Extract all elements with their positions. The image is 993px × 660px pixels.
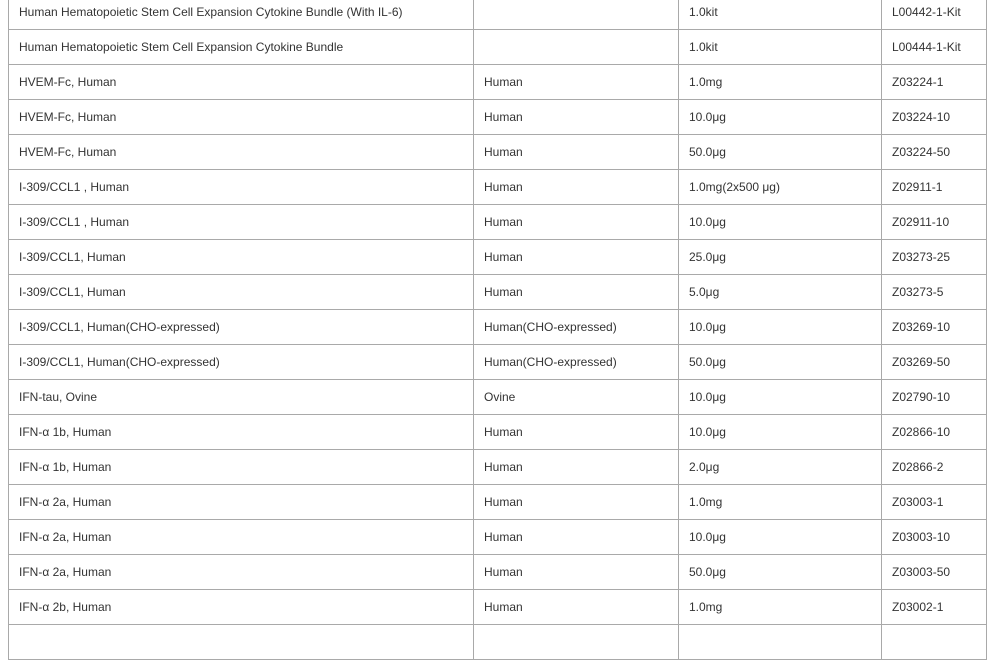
size-cell: 50.0μg — [679, 345, 882, 380]
catalog-number-cell: Z03273-5 — [882, 275, 987, 310]
product-name-cell: I-309/CCL1, Human(CHO-expressed) — [9, 310, 474, 345]
product-name-cell: I-309/CCL1, Human(CHO-expressed) — [9, 345, 474, 380]
table-row — [9, 520, 987, 555]
species-cell: Human — [474, 205, 679, 240]
size-cell: 50.0μg — [679, 135, 882, 170]
table-row — [9, 555, 987, 590]
species-cell: Human — [474, 520, 679, 555]
table-row — [9, 135, 987, 170]
size-cell: 10.0μg — [679, 310, 882, 345]
table-row — [9, 590, 987, 625]
catalog-number-cell: Z03224-1 — [882, 65, 987, 100]
species-cell: Human(CHO-expressed) — [474, 310, 679, 345]
size-cell: 10.0μg — [679, 205, 882, 240]
product-name-cell: I-309/CCL1 , Human — [9, 205, 474, 240]
size-cell: 10.0μg — [679, 520, 882, 555]
table-row — [9, 450, 987, 485]
catalog-number-cell: Z03269-10 — [882, 310, 987, 345]
catalog-number-cell: Z03003-10 — [882, 520, 987, 555]
catalog-number-cell: Z02866-2 — [882, 450, 987, 485]
table-row — [9, 625, 987, 660]
size-cell: 1.0kit — [679, 30, 882, 65]
table-row — [9, 240, 987, 275]
product-table-body — [9, 0, 987, 660]
catalog-number-cell: Z02866-10 — [882, 415, 987, 450]
catalog-number-cell: L00442-1-Kit — [882, 0, 987, 30]
species-cell — [474, 30, 679, 65]
product-name-cell: IFN-α 2a, Human — [9, 520, 474, 555]
product-name-cell — [9, 625, 474, 660]
size-cell: 50.0μg — [679, 555, 882, 590]
species-cell: Human — [474, 170, 679, 205]
table-row — [9, 310, 987, 345]
species-cell: Human — [474, 555, 679, 590]
catalog-number-cell: Z02790-10 — [882, 380, 987, 415]
size-cell: 10.0μg — [679, 380, 882, 415]
product-name-cell: IFN-α 2b, Human — [9, 590, 474, 625]
species-cell: Ovine — [474, 380, 679, 415]
table-row — [9, 345, 987, 380]
product-table — [8, 0, 987, 660]
catalog-number-cell: Z03273-25 — [882, 240, 987, 275]
catalog-number-cell: Z03224-10 — [882, 100, 987, 135]
table-row — [9, 170, 987, 205]
species-cell: Human — [474, 590, 679, 625]
product-name-cell: HVEM-Fc, Human — [9, 65, 474, 100]
catalog-number-cell: Z03003-50 — [882, 555, 987, 590]
size-cell: 1.0kit — [679, 0, 882, 30]
table-row — [9, 485, 987, 520]
product-name-cell: IFN-α 2a, Human — [9, 485, 474, 520]
species-cell: Human(CHO-expressed) — [474, 345, 679, 380]
table-row — [9, 415, 987, 450]
product-name-cell: I-309/CCL1, Human — [9, 240, 474, 275]
size-cell: 1.0mg(2x500 μg) — [679, 170, 882, 205]
product-name-cell: I-309/CCL1 , Human — [9, 170, 474, 205]
product-name-cell: IFN-α 2a, Human — [9, 555, 474, 590]
species-cell — [474, 625, 679, 660]
product-name-cell: I-309/CCL1, Human — [9, 275, 474, 310]
table-row — [9, 275, 987, 310]
size-cell: 1.0mg — [679, 485, 882, 520]
table-row — [9, 380, 987, 415]
species-cell: Human — [474, 65, 679, 100]
table-row — [9, 0, 987, 30]
size-cell: 5.0μg — [679, 275, 882, 310]
product-name-cell: Human Hematopoietic Stem Cell Expansion Cytokine Bundle (With IL-6) — [9, 0, 474, 30]
size-cell: 2.0μg — [679, 450, 882, 485]
size-cell: 10.0μg — [679, 100, 882, 135]
product-name-cell: IFN-α 1b, Human — [9, 450, 474, 485]
table-row — [9, 65, 987, 100]
table-row — [9, 100, 987, 135]
size-cell — [679, 625, 882, 660]
product-name-cell: Human Hematopoietic Stem Cell Expansion Cytokine Bundle — [9, 30, 474, 65]
catalog-number-cell: Z03269-50 — [882, 345, 987, 380]
size-cell: 1.0mg — [679, 65, 882, 100]
species-cell: Human — [474, 450, 679, 485]
species-cell: Human — [474, 275, 679, 310]
size-cell: 10.0μg — [679, 415, 882, 450]
product-name-cell: HVEM-Fc, Human — [9, 100, 474, 135]
species-cell: Human — [474, 240, 679, 275]
catalog-number-cell: Z03002-1 — [882, 590, 987, 625]
catalog-number-cell: Z02911-1 — [882, 170, 987, 205]
species-cell: Human — [474, 100, 679, 135]
product-name-cell: IFN-tau, Ovine — [9, 380, 474, 415]
size-cell: 25.0μg — [679, 240, 882, 275]
catalog-number-cell: Z03003-1 — [882, 485, 987, 520]
table-row — [9, 205, 987, 240]
species-cell: Human — [474, 135, 679, 170]
size-cell: 1.0mg — [679, 590, 882, 625]
product-name-cell: HVEM-Fc, Human — [9, 135, 474, 170]
species-cell — [474, 0, 679, 30]
table-row — [9, 30, 987, 65]
catalog-number-cell: Z03224-50 — [882, 135, 987, 170]
catalog-number-cell: L00444-1-Kit — [882, 30, 987, 65]
product-name-cell: IFN-α 1b, Human — [9, 415, 474, 450]
species-cell: Human — [474, 415, 679, 450]
species-cell: Human — [474, 485, 679, 520]
catalog-number-cell: Z02911-10 — [882, 205, 987, 240]
catalog-number-cell — [882, 625, 987, 660]
